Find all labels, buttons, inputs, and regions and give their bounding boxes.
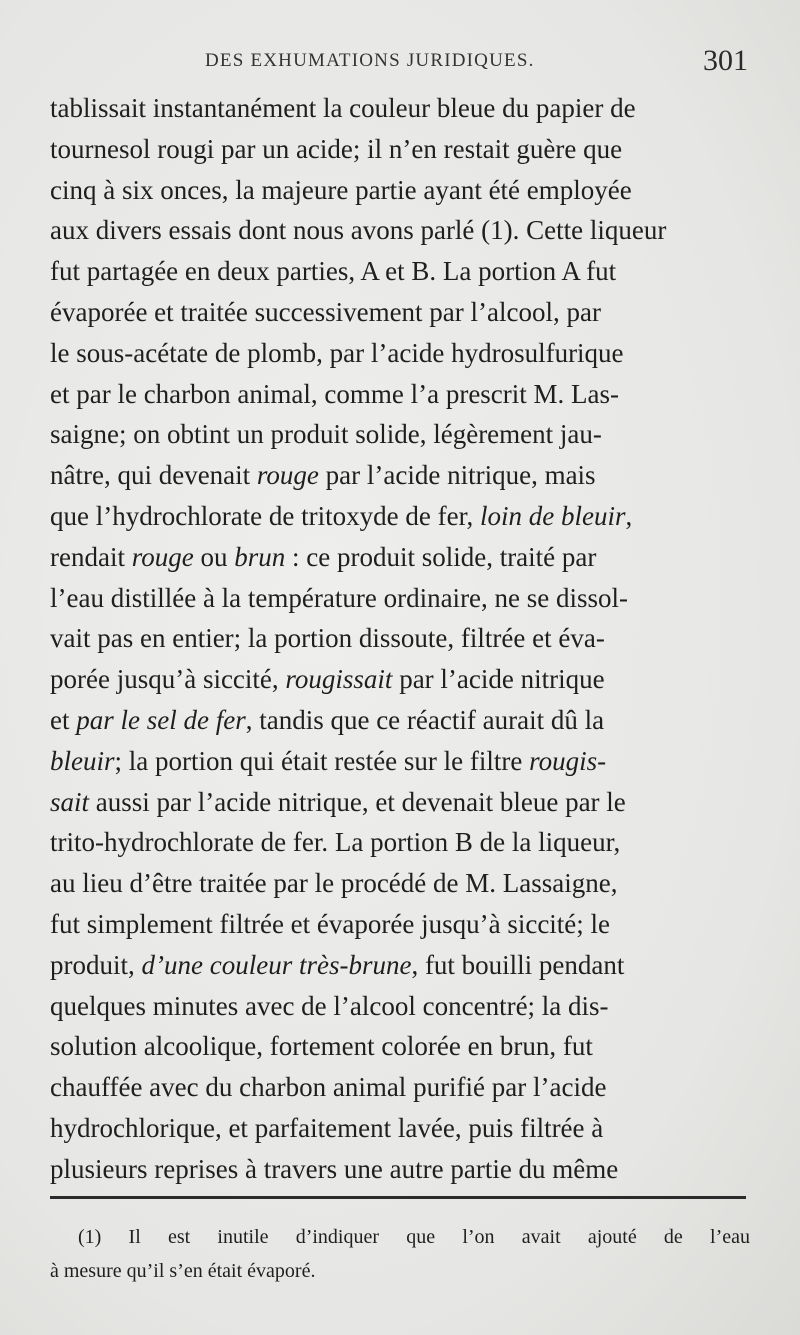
italic-text-run: bleuir xyxy=(50,745,115,776)
text-run: ou xyxy=(193,541,235,572)
text-run: fut simplement filtrée et évaporée jusqu’à siccité; le xyxy=(50,908,611,939)
body-text xyxy=(50,88,750,1190)
text-run: aux divers essais dont nous avons parlé (1). Cette liqueur xyxy=(50,215,667,246)
text-line xyxy=(50,618,750,659)
text-line xyxy=(50,251,750,292)
text-line xyxy=(50,496,750,537)
text-run: tournesol rougi par un acide; il n’en restait guère que xyxy=(50,133,623,164)
text-run: produit, xyxy=(50,949,142,980)
text-line xyxy=(50,659,750,700)
text-line xyxy=(50,210,750,251)
text-line xyxy=(50,700,750,741)
text-run: , tandis que ce réactif aurait dû la xyxy=(245,704,605,735)
text-line xyxy=(50,414,750,455)
text-run: plusieurs reprises à travers une autre partie du même xyxy=(50,1153,619,1184)
italic-text-run: rouge xyxy=(131,541,194,572)
text-run: ; la portion qui était restée sur le filtre xyxy=(114,745,530,776)
text-line xyxy=(50,863,750,904)
text-run: trito-hydrochlorate de fer. La portion B de la liqueur, xyxy=(50,827,621,858)
text-line xyxy=(50,904,750,945)
text-run: cinq à six onces, la majeure partie ayant été employée xyxy=(50,174,632,205)
text-run: chauffée avec du charbon animal purifié par l’acide xyxy=(50,1072,607,1103)
text-line xyxy=(50,129,750,170)
page-number: 301 xyxy=(703,44,748,77)
text-line xyxy=(50,455,750,496)
italic-text-run: rougis- xyxy=(529,745,607,776)
footnote-line: (1) Il est inutile d’indiquer que l’on avait ajouté de l’eau xyxy=(78,1226,750,1248)
text-line xyxy=(50,822,750,863)
page-header xyxy=(48,46,748,78)
text-line xyxy=(50,537,750,578)
italic-text-run: sait xyxy=(50,786,90,817)
text-run: hydrochlorique, et parfaitement lavée, puis filtrée à xyxy=(50,1112,604,1143)
text-run: évaporée et traitée successivement par l’alcool, par xyxy=(50,296,601,327)
footnote-line: à mesure qu’il s’en était évaporé. xyxy=(50,1260,316,1282)
text-run: que l’hydrochlorate de tritoxyde de fer, xyxy=(50,500,480,531)
italic-text-run: d’une couleur très-brune xyxy=(141,949,412,980)
italic-text-run: brun xyxy=(234,541,286,572)
italic-text-run: rouge xyxy=(256,460,319,491)
text-run: et par le charbon animal, comme l’a prescrit M. Las- xyxy=(50,378,620,409)
text-run: aussi par l’acide nitrique, et devenait bleue par le xyxy=(89,786,626,817)
text-line xyxy=(50,170,750,211)
text-run: au lieu d’être traitée par le procédé de M. Lassaigne, xyxy=(50,868,618,899)
text-line xyxy=(50,578,750,619)
text-run: , fut bouilli pendant xyxy=(411,949,625,980)
text-run: et xyxy=(50,704,77,735)
text-line xyxy=(50,986,750,1027)
text-line xyxy=(50,1108,750,1149)
footnote-rule xyxy=(50,1196,746,1199)
text-run: saigne; on obtint un produit solide, légèrement jau- xyxy=(50,419,602,450)
text-run: , xyxy=(625,500,633,531)
text-run: rendait xyxy=(50,541,132,572)
text-run: par l’acide nitrique xyxy=(392,664,605,695)
text-line xyxy=(50,88,750,129)
text-run: nâtre, qui devenait xyxy=(50,460,257,491)
text-line xyxy=(50,1026,750,1067)
text-run: le sous-acétate de plomb, par l’acide hydrosulfurique xyxy=(50,337,624,368)
text-run: l’eau distillée à la température ordinaire, ne se dissol- xyxy=(50,582,629,613)
text-line xyxy=(50,374,750,415)
text-run: tablissait instantanément la couleur bleue du papier de xyxy=(50,93,636,123)
text-line xyxy=(50,1067,750,1108)
text-line xyxy=(50,782,750,823)
text-run: quelques minutes avec de l’alcool concentré; la dis- xyxy=(50,990,609,1021)
text-line xyxy=(50,292,750,333)
text-run: fut partagée en deux parties, A et B. La portion A fut xyxy=(50,256,617,287)
text-line xyxy=(50,741,750,782)
italic-text-run: loin de bleuir xyxy=(480,500,626,531)
italic-text-run: rougissait xyxy=(285,664,393,695)
text-run: par l’acide nitrique, mais xyxy=(318,460,596,491)
text-line xyxy=(50,1149,750,1190)
text-line xyxy=(50,945,750,986)
text-run: : ce produit solide, traité par xyxy=(285,541,597,572)
text-run: solution alcoolique, fortement colorée en brun, fut xyxy=(50,1031,593,1062)
running-title: DES EXHUMATIONS JURIDIQUES. xyxy=(205,50,535,71)
italic-text-run: par le sel de fer xyxy=(76,704,246,735)
footnote xyxy=(50,1220,750,1288)
text-line xyxy=(50,333,750,374)
text-run: porée jusqu’à siccité, xyxy=(50,664,286,695)
text-run: vait pas en entier; la portion dissoute, filtrée et éva- xyxy=(50,623,605,654)
